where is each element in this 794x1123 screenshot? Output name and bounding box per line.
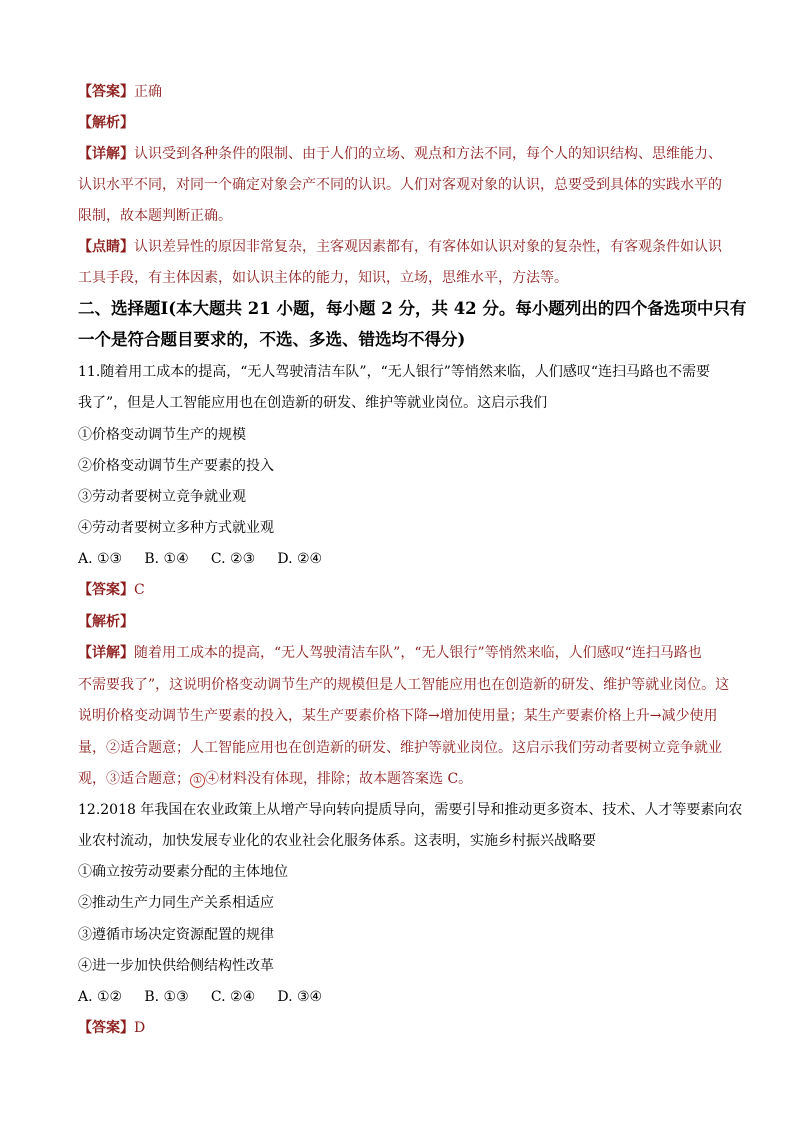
analysis-tag: 【解析】 <box>78 115 134 131</box>
q12-stem-line-2: 业农村流动，加快发展专业化的农业社会化服务体系。这表明，实施乡村振兴战略要 <box>78 833 596 849</box>
q11-item-3: ③劳动者要树立竞争就业观 <box>78 489 246 505</box>
q11-detail-line-1: 【详解】随着用工成本的提高，“无人驾驶清洁车队”，“无人银行”等悄然来临，人们感叹“连扫马路也 <box>78 645 702 661</box>
q10-analysis <box>78 113 134 133</box>
q12-answer <box>78 1018 145 1038</box>
answer-tag: 【答案】 <box>78 582 134 598</box>
detail-tag: 【详解】 <box>78 645 134 661</box>
q11-stem-line-1: 11.随着用工成本的提高，“无人驾驶清洁车队”，“无人银行”等悄然来临，人们感叹“连扫马路也不需要 <box>78 364 711 380</box>
answer-tag: 【答案】 <box>78 84 134 100</box>
circled-number-4: ④ <box>205 771 219 787</box>
q11-options: A. ①③ B. ①④ C. ②③ D. ②④ <box>78 551 323 567</box>
q11-item-1: ①价格变动调节生产的规模 <box>78 427 246 443</box>
answer-value: D <box>134 1020 146 1036</box>
note-tag: 【点睛】 <box>78 239 134 255</box>
q12-options: A. ①② B. ①③ C. ②④ D. ③④ <box>78 989 323 1005</box>
q11-detail-line-2: 不需要我了”，这说明价格变动调节生产的规模但是人工智能应用也在创造新的研发、维护等就业岗位。这 <box>78 677 730 693</box>
q11-analysis <box>78 612 134 632</box>
q12-item-3: ③遵循市场决定资源配置的规律 <box>78 927 274 943</box>
q11-item-2: ②价格变动调节生产要素的投入 <box>78 458 274 474</box>
answer-value: 正确 <box>134 84 162 100</box>
q10-answer <box>78 82 162 102</box>
q12-stem-line-1: 12.2018 年我国在农业政策上从增产导向转向提质导向，需要引导和推动更多资本、技术、人才等要素向农 <box>78 802 743 818</box>
q10-detail-line-1: 【详解】认识受到各种条件的限制、由于人们的立场、观点和方法不同，每个人的知识结构、思维能力、 <box>78 146 722 162</box>
detail-tag: 【详解】 <box>78 146 134 162</box>
q11-detail-line-5: 观，③适合题意； ① ④材料没有体现，排除；故本题答案选 C。 <box>78 771 473 787</box>
q10-note-line-1: 【点睛】认识差异性的原因非常复杂，主客观因素都有，有客体如认识对象的复杂性，有客观条件如认识 <box>78 239 722 255</box>
section-heading-line-1: 二、选择题Ⅰ(本大题共 21 小题，每小题 2 分，共 42 分。每小题列出的四个备选项中只有 <box>78 299 747 318</box>
answer-tag: 【答案】 <box>78 1020 134 1036</box>
q11-detail-line-3: 说明价格变动调节生产要素的投入，某生产要素价格下降→增加使用量；某生产要素价格上升→减少使用 <box>78 708 718 724</box>
answer-value: C <box>134 582 145 598</box>
analysis-tag: 【解析】 <box>78 614 134 630</box>
q12-item-2: ②推动生产力同生产关系相适应 <box>78 895 274 911</box>
q11-answer <box>78 580 145 600</box>
q12-item-4: ④进一步加快供给侧结构性改革 <box>78 958 274 974</box>
q11-detail-line-4: 量，②适合题意；人工智能应用也在创造新的研发、维护等就业岗位。这启示我们劳动者要树立竞争就业 <box>78 740 722 756</box>
q10-detail-line-3: 限制，故本题判断正确。 <box>78 208 232 224</box>
q11-stem-line-2: 我了”，但是人工智能应用也在创造新的研发、维护等就业岗位。这启示我们 <box>78 395 548 411</box>
q10-note-line-2: 工具手段，有主体因素，如认识主体的能力，知识，立场，思维水平，方法等。 <box>78 270 568 286</box>
q12-item-1: ①确立按劳动要素分配的主体地位 <box>78 864 288 880</box>
section-heading-line-2: 一个是符合题目要求的，不选、多选、错选均不得分) <box>78 330 466 349</box>
circled-number-1: ① <box>190 773 205 788</box>
q11-item-4: ④劳动者要树立多种方式就业观 <box>78 520 274 536</box>
q10-detail-line-2: 认识水平不同，对同一个确定对象会产不同的认识。人们对客观对象的认识，总要受到具体的实践水平的 <box>78 177 722 193</box>
